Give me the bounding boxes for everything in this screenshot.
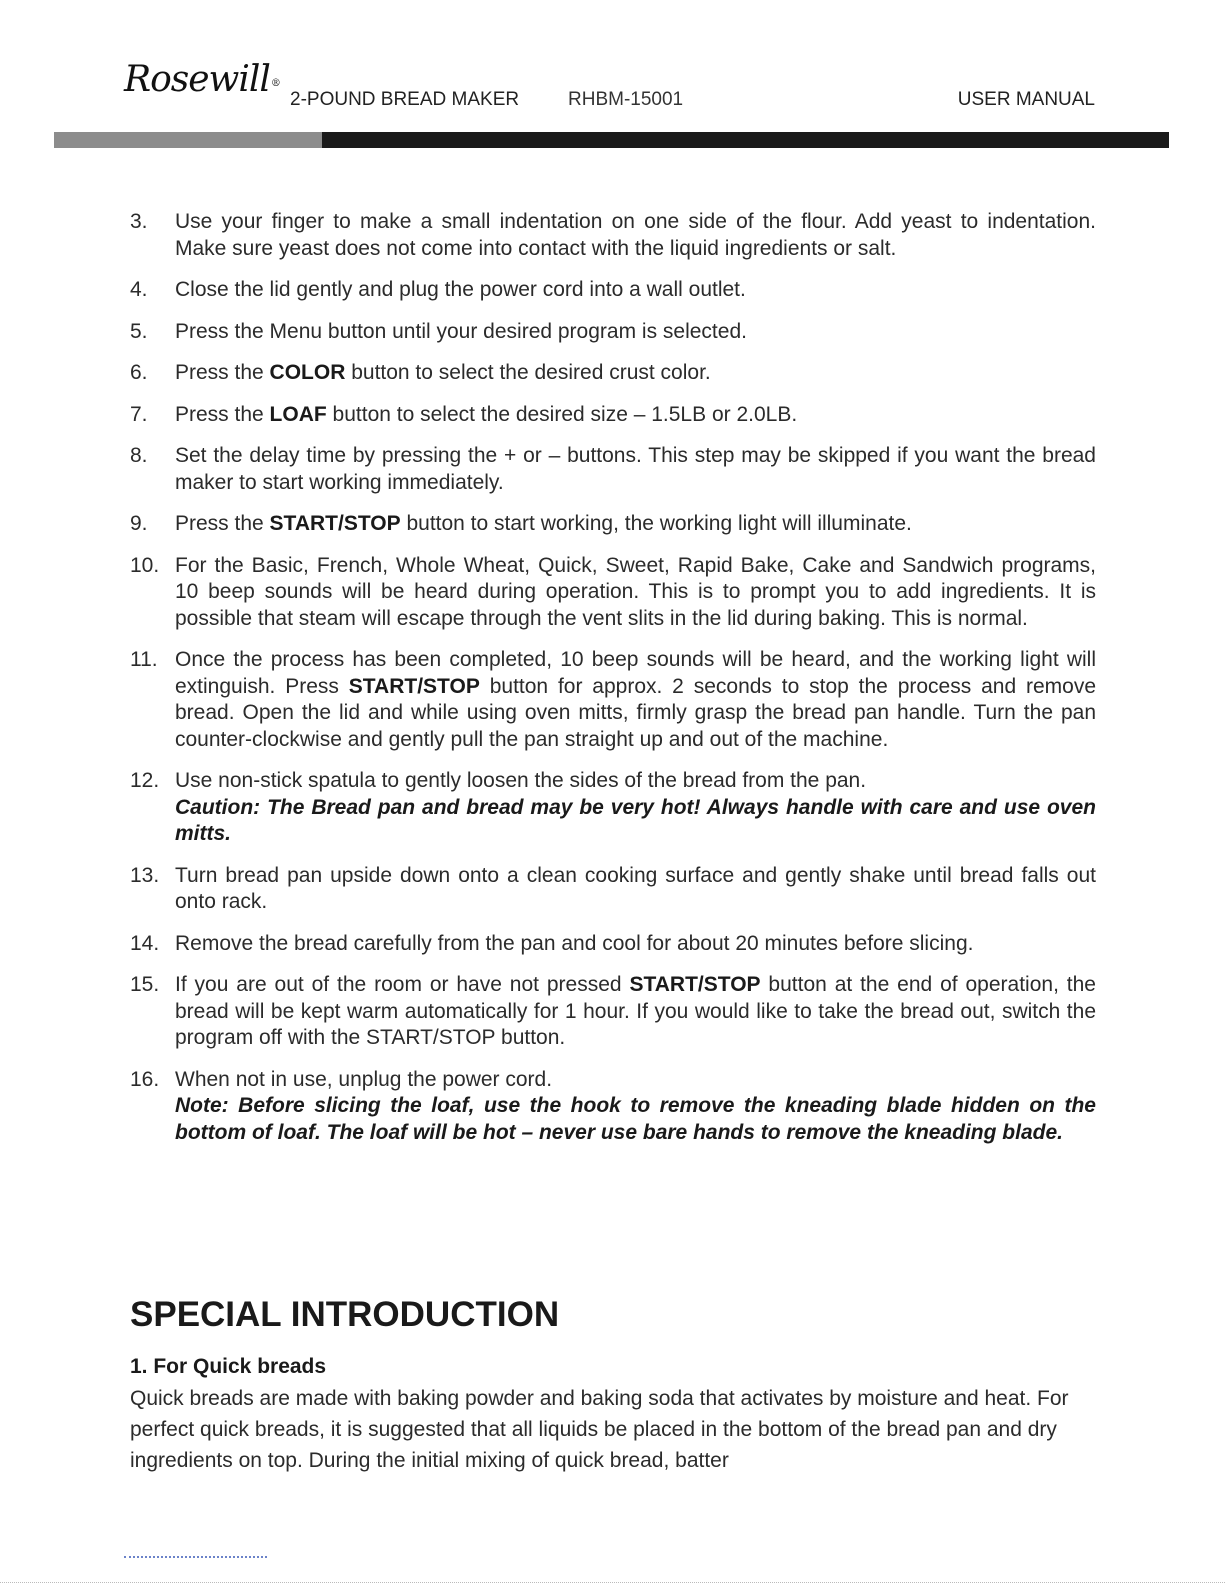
step-text-pre: Press the	[175, 361, 270, 384]
step-text: For the Basic, French, Whole Wheat, Quick, Sweet, Rapid Bake, Cake and Sandwich programs, 10 beep sounds will be heard during operation. This is to prompt you to add ingredients. It is possible that steam will escape through the vent slits in the lid during baking. This is normal.	[175, 553, 1096, 630]
footer-dotted-line	[124, 1556, 267, 1558]
step-text-pre: Once the process has been completed, 10 beep sounds will be heard, and the working light will extinguish. Press	[175, 648, 1096, 698]
step-text-post: button to select the desired crust color.	[345, 361, 711, 384]
step-number: 3.	[130, 210, 148, 233]
step-4	[130, 277, 1096, 304]
page-header	[0, 0, 1225, 150]
start-stop-label: START/STOP	[348, 674, 480, 698]
step-text-post: button to select the desired size – 1.5LB or 2.0LB.	[326, 402, 798, 426]
step-text: Close the lid gently and plug the power cord into a wall outlet.	[175, 278, 746, 301]
rosewill-logo	[124, 58, 279, 102]
step-number: 16.	[130, 1067, 160, 1091]
step-6	[130, 360, 1096, 387]
step-text-post: button for approx. 2 seconds to stop the process and remove bread. Open the lid and while using oven mitts, firmly grasp the bread pan handle. Turn the pan counter-clockwise and gently pull the pan straight up and out of the machine.	[175, 674, 1096, 751]
start-stop-label: START/STOP	[629, 973, 761, 996]
step-7	[130, 402, 1096, 429]
step-16	[130, 1067, 1096, 1147]
section-title: SPECIAL INTRODUCTION	[130, 1295, 560, 1334]
step-text-pre: Press the	[175, 512, 270, 535]
instructions-content	[130, 209, 1096, 1161]
brand-name: Rosewill	[124, 59, 270, 100]
step-text: Use your finger to make a small indentation on one side of the flour. Add yeast to indentation. Make sure yeast does not come into contact with the liquid ingredients or salt.	[175, 210, 1096, 260]
step-15	[130, 972, 1096, 1052]
quick-breads-paragraph: Quick breads are made with baking powder and baking soda that activates by moisture and heat. For perfect quick breads, it is suggested that all liquids be placed in the bottom of the bread pan and dry ingredients on top. During the initial mixing of quick bread, batter	[130, 1387, 1069, 1472]
step-number: 7.	[130, 402, 148, 426]
step-number: 13.	[130, 863, 160, 887]
step-text-post: button at the end of operation, the bread will be kept warm automatically for 1 hour. If you would like to take the bread out, switch the program off with the START/STOP button.	[175, 973, 1096, 1049]
product-name: 2-POUND BREAD MAKER	[290, 89, 520, 110]
registered-mark: ®	[270, 78, 280, 89]
sub-section-title: 1. For Quick breads	[130, 1355, 327, 1378]
step-number: 11.	[130, 648, 158, 671]
note-text: Note: Before slicing the loaf, use the hook to remove the kneading blade hidden on the bottom of loaf. The loaf will be hot – never use bare hands to remove the kneading blade.	[175, 1094, 1096, 1144]
header-bar-black	[322, 132, 1169, 148]
color-button-label: COLOR	[269, 361, 346, 384]
step-11	[130, 647, 1096, 753]
step-text: Set the delay time by pressing the + or – buttons. This step may be skipped if you want the bread maker to start working immediately.	[175, 444, 1096, 494]
step-number: 10.	[130, 553, 160, 577]
step-number: 15.	[130, 973, 160, 996]
start-stop-label: START/STOP	[269, 512, 401, 535]
document-type: USER MANUAL	[957, 89, 1095, 110]
step-text: When not in use, unplug the power cord.	[175, 1067, 553, 1091]
step-text-pre: Press the	[175, 402, 270, 426]
model-number: RHBM-15001	[568, 89, 684, 110]
loaf-button-label: LOAF	[269, 402, 327, 426]
step-12	[130, 768, 1096, 848]
step-text: Turn bread pan upside down onto a clean cooking surface and gently shake until bread falls out onto rack.	[175, 863, 1096, 913]
page-bottom-border	[0, 1582, 1225, 1583]
step-8	[130, 443, 1096, 496]
step-number: 8.	[130, 444, 148, 467]
step-text: Use non-stick spatula to gently loosen the sides of the bread from the pan.	[175, 769, 867, 792]
header-bar-gray	[54, 132, 322, 148]
steps-list	[130, 209, 1096, 1146]
step-text: Remove the bread carefully from the pan and cool for about 20 minutes before slicing.	[175, 931, 974, 955]
step-10	[130, 553, 1096, 633]
step-14	[130, 931, 1096, 958]
step-text: Press the Menu button until your desired program is selected.	[175, 319, 747, 343]
step-text-pre: If you are out of the room or have not pressed	[175, 973, 630, 996]
step-number: 9.	[130, 512, 148, 535]
step-9	[130, 511, 1096, 538]
step-number: 12.	[130, 769, 160, 792]
step-number: 5.	[130, 319, 148, 343]
step-number: 4.	[130, 278, 148, 301]
caution-text: Caution: The Bread pan and bread may be very hot! Always handle with care and use oven mitts.	[175, 795, 1096, 845]
step-13	[130, 863, 1096, 916]
step-number: 14.	[130, 931, 160, 955]
step-5	[130, 319, 1096, 346]
step-number: 6.	[130, 361, 148, 384]
step-3	[130, 209, 1096, 262]
step-text-post: button to start working, the working light will illuminate.	[400, 512, 912, 535]
